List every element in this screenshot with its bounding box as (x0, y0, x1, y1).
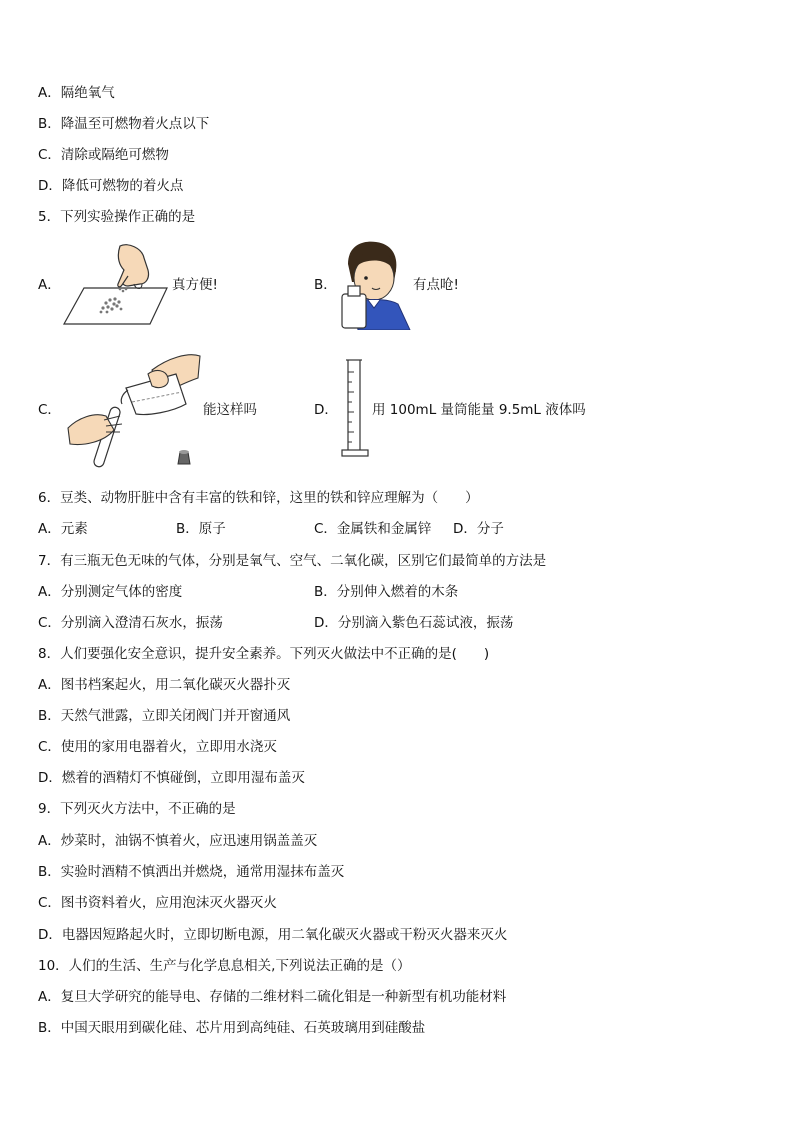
q5-option-d-caption: 用 100mL 量筒能量 9.5mL 液体吗 (372, 402, 586, 418)
q7-option-d: D．分别滴入紫色石蕊试液，振荡 (314, 615, 514, 631)
q8-option-a: A．图书档案起火，用二氧化碳灭火器扑灭 (38, 677, 291, 693)
q5-option-d-label: D． (314, 402, 338, 418)
q4-option-b: B．降温至可燃物着火点以下 (38, 116, 210, 132)
q9-option-c: C．图书资料着火，应用泡沫灭火器灭火 (38, 895, 277, 911)
q9-option-a: A．炒菜时，油锅不慎着火，应迅速用锅盖盖灭 (38, 833, 318, 849)
q6-option-b: B．原子 (176, 521, 226, 537)
q4-option-d: D．降低可燃物的着火点 (38, 178, 184, 194)
q5-option-a-caption: 真方便! (172, 277, 218, 293)
q4-option-a: A．隔绝氧气 (38, 85, 115, 101)
q8-option-c: C．使用的家用电器着火，立即用水浇灭 (38, 739, 277, 755)
q5-figure-c-pouring-liquid (64, 348, 204, 472)
q9-stem: 9．下列灭火方法中，不正确的是 (38, 801, 236, 817)
q8-stem: 8．人们要强化安全意识，提升安全素养。下列灭火做法中不正确的是( ) (38, 646, 490, 662)
q5-figure-a-hand-picking-powder (62, 240, 172, 328)
q10-option-b: B．中国天眼用到碳化硅、芯片用到高纯硅、石英玻璃用到硅酸盐 (38, 1020, 426, 1036)
q7-option-c: C．分别滴入澄清石灰水，振荡 (38, 615, 223, 631)
q8-option-b: B．天然气泄露，立即关闭阀门并开窗通风 (38, 708, 291, 724)
q5-option-b-caption: 有点呛! (413, 277, 459, 293)
q9-option-d: D．电器因短路起火时，立即切断电源，用二氧化碳灭火器或干粉灭火器来灭火 (38, 927, 508, 943)
q6-option-a: A．元素 (38, 521, 88, 537)
q5-stem: 5．下列实验操作正确的是 (38, 209, 196, 225)
q7-option-b: B．分别伸入燃着的木条 (314, 584, 459, 600)
q6-stem: 6．豆类、动物肝脏中含有丰富的铁和锌，这里的铁和锌应理解为（ ） (38, 490, 479, 506)
q6-option-c: C．金属铁和金属锌 (314, 521, 432, 537)
q6-option-d: D．分子 (453, 521, 504, 537)
q7-stem: 7．有三瓶无色无味的气体，分别是氧气、空气、二氧化碳，区别它们最简单的方法是 (38, 553, 547, 569)
q8-option-d: D．燃着的酒精灯不慎碰倒，立即用湿布盖灭 (38, 770, 305, 786)
q5-option-c-caption: 能这样吗 (203, 402, 257, 418)
q5-figure-d-graduated-cylinder (338, 358, 372, 460)
q5-option-c-label: C． (38, 402, 61, 418)
q9-option-b: B．实验时酒精不慎洒出并燃烧，通常用湿抹布盖灭 (38, 864, 345, 880)
q7-option-a: A．分别测定气体的密度 (38, 584, 183, 600)
q5-option-b-label: B． (314, 277, 337, 293)
q5-option-a-label: A． (38, 277, 61, 293)
q4-option-c: C．清除或隔绝可燃物 (38, 147, 169, 163)
q10-option-a: A．复旦大学研究的能导电、存储的二维材料二硫化钼是一种新型有机功能材料 (38, 989, 507, 1005)
q10-stem: 10．人们的生活、生产与化学息息相关,下列说法正确的是（） (38, 958, 411, 974)
q5-figure-b-smelling-bottle (338, 238, 414, 330)
